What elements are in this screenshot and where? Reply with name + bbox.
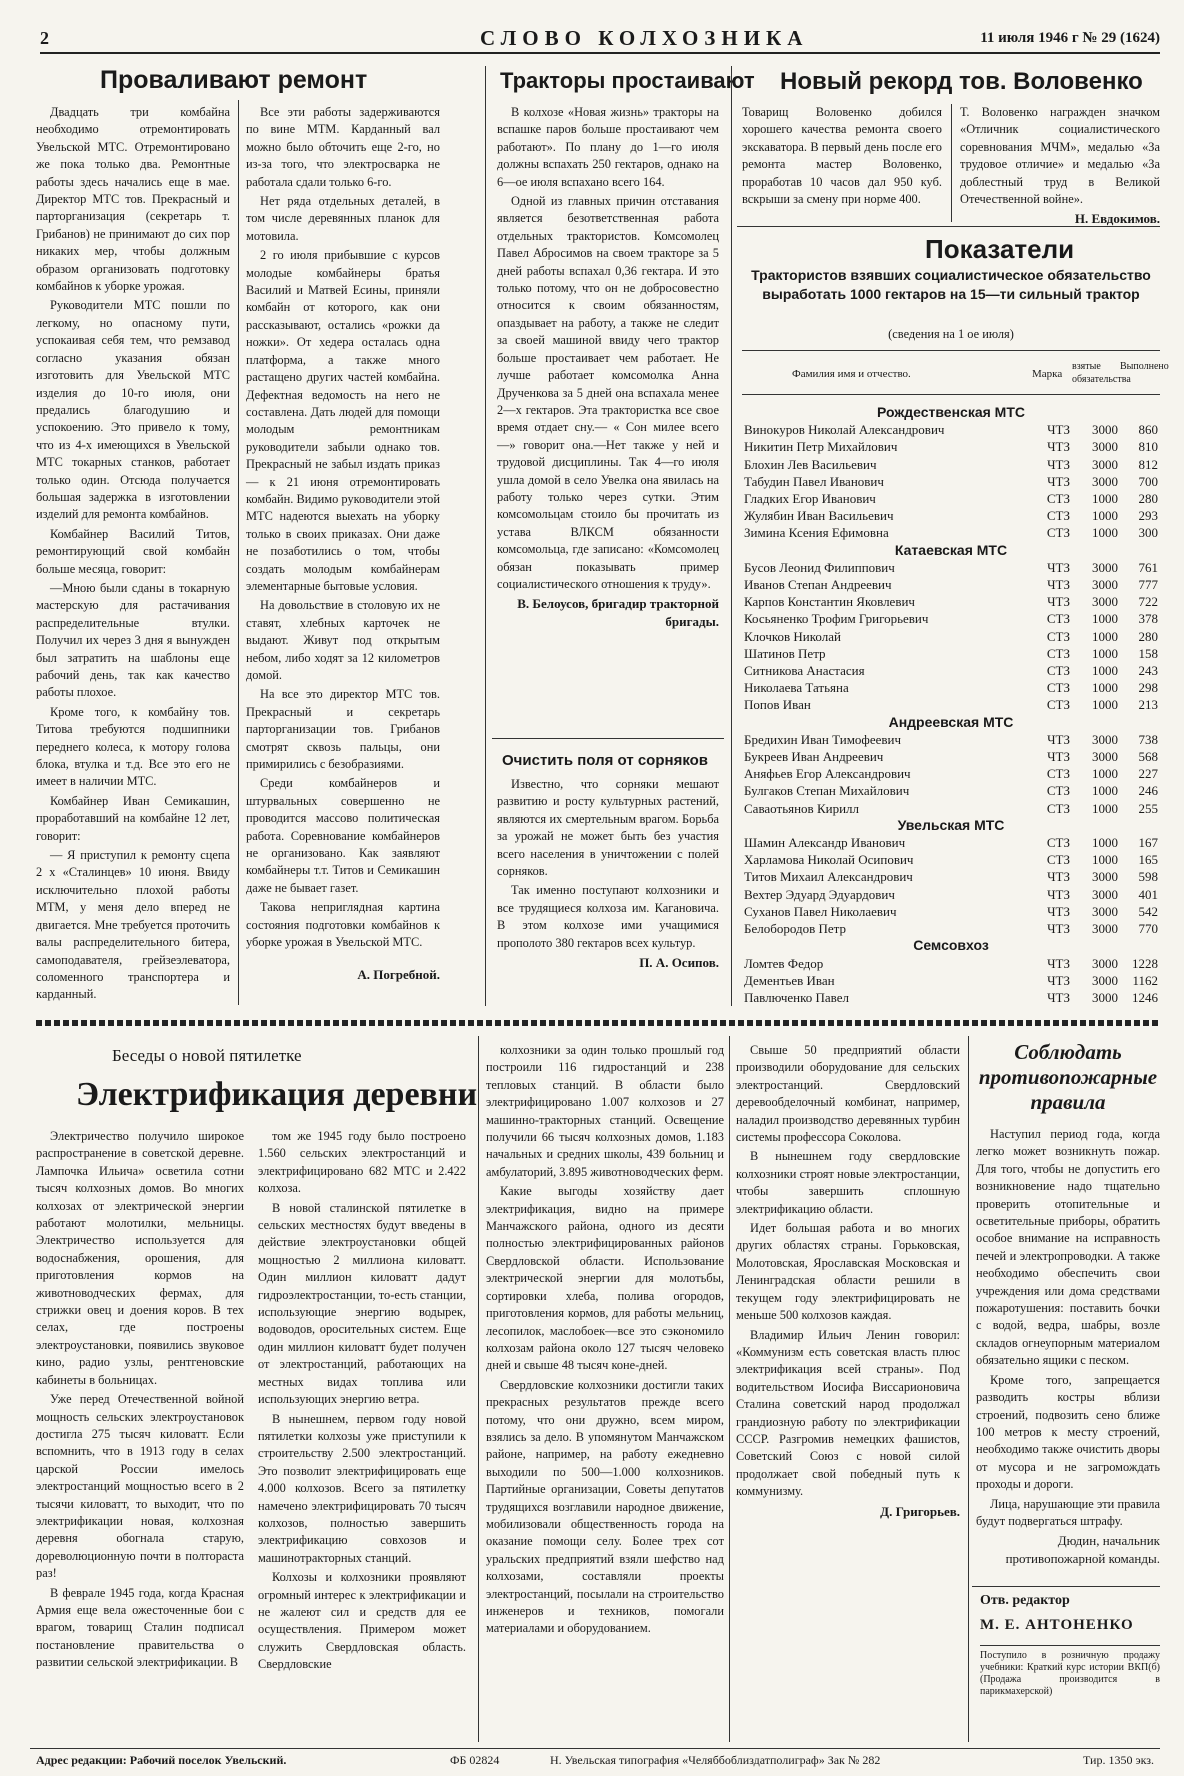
paragraph: Среди комбайнеров и штурвальных совершенно не проводится массово политическая работа. Соревнование комбайнеров не организовано. Как заявляют комбайнеры т.т. Титов и Семикашин даже не бывает газет. <box>246 776 440 895</box>
paragraph: Идет большая работа и во многих других областях страны. Горьковская, Молотовская, Ярославская Московская и Ленинградская области решили в текущем году электрифицировать не меньше 500 колхозов каждая. <box>736 1221 960 1323</box>
cell-name: Блохин Лев Васильевич <box>744 456 877 472</box>
cell-brand: ЧТЗ <box>1047 955 1070 971</box>
cell-done: 598 <box>1138 869 1158 885</box>
paragraph: В колхозе «Новая жизнь» тракторы на вспашке паров больше простаивают чем работают». По плану до 1—го июля должны вспахать 250 гектаров, однако на 6—ое июля вспахано всего 164. <box>497 105 719 189</box>
cell-done: 761 <box>1138 559 1158 575</box>
cell-done: 243 <box>1138 663 1158 679</box>
paragraph: колхозники за один только прошлый год построили 116 гидростанций и 238 тепловых станций. В области было электрифицировано 1.007 колхозов и 27 машинно-тракторных станций. Освещение получили 66 тысяч колхозных домов, 1.183 начальных и средних школы, 439 больниц и амбулаторий, 3.895 животноводческих ферм. <box>486 1043 724 1179</box>
cell-taken: 1000 <box>1092 491 1118 507</box>
cell-name: Иванов Степан Андреевич <box>744 577 892 593</box>
table-row <box>742 834 1160 851</box>
paragraph: —Мною были сданы в токарную мастерскую для растачивания распределительные втулки. Получил их через 3 дня я вынужден был затратить на шаблоны еще рабочий день, так как качество работы плохое. <box>36 580 230 700</box>
article-text: Товарищ Воловенко добился хорошего качества ремонта своего экскаватора. В первый день после его ремонта мастер Воловенко, проработав 10 часов дал 950 куб. вскрыши за смену при норме 400. <box>742 105 942 207</box>
paragraph: — Я приступил к ремонту сцепа 2 х «Сталинцев» 10 июня. Ввиду исключительно плохой работы МТМ, у меня дело вперед не двигается. Мне требуется проточить валы распределительного битера, самоподавателя, грейзеэлеватора, соломенного транспортера и карданный. <box>36 848 230 1002</box>
paragraph: Известно, что сорняки мешают развитию и росту культурных растений, являются их смертельным врагом. Борьба за урожай не может быть без участия всего населения в уничтожении с полей сорняков. <box>497 777 719 879</box>
cell-brand: ЧТЗ <box>1047 869 1070 885</box>
cell-taken: 3000 <box>1092 731 1118 747</box>
cell-brand: ЧТЗ <box>1047 989 1070 1005</box>
cell-taken: 3000 <box>1092 903 1118 919</box>
cell-done: 227 <box>1138 766 1158 782</box>
table-row <box>742 868 1160 885</box>
table-row <box>742 438 1160 455</box>
cell-taken: 1000 <box>1092 783 1118 799</box>
paragraph: Свыше 50 предприятий области производили оборудование для сельских электростанций. Свердловский деревообделочный комбинат, например, наладил производство деревянных турбин системы профессора Соколова. <box>736 1043 960 1145</box>
paragraph: Такова неприглядная картина состояния подготовки комбайнов к уборке урожая в Увельской МТС. <box>246 900 440 950</box>
cell-brand: СТЗ <box>1046 628 1070 644</box>
article-signature: Дюдин, начальник противопожарной команды. <box>1005 1533 1160 1566</box>
cell-name: Гладких Егор Иванович <box>744 491 876 507</box>
table-row <box>742 662 1160 679</box>
paragraph: Какие выгоды хозяйству дает электрификация, видно на примере Манчажского района, одного из десяти полностью электрифицированных районов Свердловской области. Использование электрической энергии для молотьбы, сортировки хлеба, полива огородов, приготовления кормов, для работы мельниц, лесопилок, маслобоек—все это сэкономило колхозам района около 127 тысяч человеко дней и свыше 48 тысяч коне-дней. <box>486 1184 724 1373</box>
table-row <box>742 645 1160 662</box>
cell-taken: 3000 <box>1092 559 1118 575</box>
cell-taken: 1000 <box>1092 680 1118 696</box>
cell-brand: СТЗ <box>1046 766 1070 782</box>
table-row <box>742 972 1160 989</box>
cell-taken: 3000 <box>1092 921 1118 937</box>
paragraph: Наступил период года, когда легко может возникнуть пожар. Для того, чтобы не допустить его возникновение надо тщательно проверить отопительные и осветительные приборы, обратить особое внимание на исправность печей и электропроводки. А также необходимо обеспечить свои учреждения или дома средствами пожаротушения: поставить бочки с водой, ведра, шабры, возле складов огнеупорным материалом обязательно ящики с песком. <box>976 1127 1160 1368</box>
article-column <box>497 776 719 1008</box>
table-row <box>742 955 1160 972</box>
article-text <box>36 1128 244 1672</box>
article-title: Новый рекорд тов. Воловенко <box>780 68 1143 95</box>
table-row <box>742 731 1160 748</box>
paragraph: Владимир Ильич Ленин говорил: «Коммунизм есть советская власть плюс электрификация всей страны». Под водительством Иосифа Виссарионовича Сталина советский народ продолжал грандиозную работу по электрификации СССР. Разгромив немецких фашистов, Советский Союз с новой силой продолжает свой победный путь к коммунизму. <box>736 1327 960 1499</box>
article-column <box>36 104 230 1002</box>
cell-taken: 1000 <box>1092 525 1118 541</box>
article-column <box>497 104 719 724</box>
table-row <box>742 920 1160 937</box>
cell-name: Харламова Николай Осипович <box>744 852 914 868</box>
table-row <box>742 628 1160 645</box>
footer-run: Тир. 1350 экз. <box>1082 1753 1154 1767</box>
table-row <box>742 593 1160 610</box>
cell-name: Булгаков Степан Михайлович <box>744 783 910 799</box>
cell-taken: 3000 <box>1092 989 1118 1005</box>
paragraph: Двадцать три комбайна необходимо отремонтировать Увельской МТС. Отремонтировано же пока только два. Ремонтные работы здесь начались еще в мае. Директор МТС тов. Прекрасный и парторганизация (секретарь т. Грибанов) не принимают до сих пор никаких мер, чтобы должным образом организовать подготовку комбайнов к уборке урожая. <box>36 105 230 294</box>
cell-brand: ЧТЗ <box>1047 473 1070 489</box>
cell-done: 246 <box>1138 783 1158 799</box>
paragraph: В нынешнем, первом году новой пятилетки колхозы уже приступили к строительству 2.500 электростанций. Это позволит электрифицировать еще 4.000 колхозов. Всего за пятилетку намечено электрифицировать 70 тысяч колхозов, полностью завершить электрификацию совхозов и машинотракторных станций. <box>258 1411 466 1565</box>
table-row <box>742 490 1160 507</box>
footer-address: Адрес редакции: Рабочий поселок Увельский. <box>36 1753 287 1767</box>
cell-taken: 1000 <box>1092 508 1118 524</box>
cell-brand: ЧТЗ <box>1047 577 1070 593</box>
cell-brand: СТЗ <box>1046 783 1070 799</box>
cell-brand: СТЗ <box>1046 697 1070 713</box>
group-name: Семсовхоз <box>913 937 989 954</box>
cell-done: 293 <box>1138 508 1158 524</box>
cell-brand: СТЗ <box>1046 852 1070 868</box>
paragraph: В феврале 1945 года, когда Красная Армия еще вела ожесточенные бои с врагом, товарищ Сталин подписал постановление правительства о развитии сельской электрификации. В <box>36 1585 244 1670</box>
footer-code: ФБ 02824 <box>450 1753 500 1767</box>
page-number: 2 <box>40 28 49 48</box>
article-title: Проваливают ремонт <box>100 66 368 94</box>
cell-name: Дементьев Иван <box>744 972 835 988</box>
article-signature: П. А. Осипов. <box>639 955 719 971</box>
article-text <box>258 1128 466 1674</box>
paragraph: Свердловские колхозники достигли таких прекрасных результатов прежде всего потому, что они дружно, всем миром, взялись за дело. В упомянутом Манчажском районе, например, на работу ежедневно выходили по 500—1.000 колхозников. Партийные организации, Советы депутатов трудящихся возглавили народное движение, мобилизовали общественность города на оказание помощи селу. Более трех сот уральских предприятий взяли шефство над колхозами, составляли проекты электростанций, посылали на строительство инженеров и техников, помогали материалами и оборудованием. <box>486 1377 724 1636</box>
table-row <box>742 507 1160 524</box>
cell-done: 213 <box>1138 697 1158 713</box>
col-name: Фамилия имя и отчество. <box>792 368 911 380</box>
cell-name: Табудин Павел Иванович <box>744 473 884 489</box>
cell-taken: 1000 <box>1092 835 1118 851</box>
cell-done: 401 <box>1138 886 1158 902</box>
editor-label: Отв. редактор <box>980 1593 1070 1608</box>
cell-taken: 3000 <box>1092 955 1118 971</box>
article-column <box>960 104 1160 227</box>
paragraph: Руководители МТС пошли по легкому, но опасному пути, успокаивая себя тем, что ремзавод согласно указания обязан изготовить для Увельской МТС изделия до 10-го июля, они предались благодушию и успокоению. Это привело к тому, что из 4-х имеющихся в Увельской МТС токарных станков, работает только один. Отсюда получается большая задержка в изготовлении изделий для ремонта комбайнов. <box>36 298 230 522</box>
cell-taken: 1000 <box>1092 800 1118 816</box>
table-row <box>742 456 1160 473</box>
cell-brand: ЧТЗ <box>1047 731 1070 747</box>
table-row <box>742 696 1160 713</box>
cell-brand: ЧТЗ <box>1047 749 1070 765</box>
paragraph: Комбайнер Иван Семикашин, проработавший на комбайне 12 лет, говорит: <box>36 793 230 843</box>
cell-done: 722 <box>1138 594 1158 610</box>
article-column <box>246 104 440 1004</box>
footer <box>30 1748 1160 1767</box>
paragraph: Колхозы и колхозники проявляют огромный интерес к электрификации и не жалеют сил и средств для ее осуществления. Примером может служить Свердловская область. Свердловские <box>258 1570 466 1672</box>
paragraph: Кроме того, запрещается разводить костры вблизи строений, подвозить сено ближе 100 метров к месту строений, необходимо также очистить дворы от мусора и не загромождать проходы и дороги. <box>976 1372 1160 1492</box>
cell-brand: СТЗ <box>1046 680 1070 696</box>
table-row <box>742 576 1160 593</box>
cell-taken: 3000 <box>1092 577 1118 593</box>
paragraph: Так именно поступают колхозники и все трудящиеся колхоза им. Кагановича. В этом колхозе ими учащимися прополото 380 гектаров всех культур. <box>497 883 719 950</box>
stats-table-grid <box>742 404 1160 1006</box>
cell-taken: 1000 <box>1092 697 1118 713</box>
paragraph: Одной из главных причин отставания является безответственная работа отдельных трактористов. Комсомолец Павел Абросимов на своем тракторе за 5 дней работы вспахал 0,36 гектара. И это только потому, что он не добросовестно относится к своим обязанностям, опаздывает на работу, а также не следит за своей машиной ввиду чего трактор больше простаивает чем работает. Не лучше работает комсомолка Анна Друченкова за 5 дней она вспахала менее 2—х гектаров. Эта трактористка все свое время отдает сну.— « Сон милее всего —» говорит она.—Нет также у ней и трудовой дисциплины. Так 4—го июля ушла домой в село Увелка она явилась на работу только через сутки. Этим комсомольцам стоило бы прочитать из устава ВЛКСМ обязанности комсомольца, где записано: «Комсомолец обязан показывать пример социалистического отношения к труду». <box>497 194 719 591</box>
table-row <box>742 610 1160 627</box>
cell-brand: СТЗ <box>1046 663 1070 679</box>
paragraph: В нынешнем году свердловские колхозники строят новые электростанции, чтобы завершить сплошную электрификацию области. <box>736 1149 960 1216</box>
cell-taken: 1000 <box>1092 663 1118 679</box>
cell-done: 1162 <box>1132 972 1158 988</box>
group-name: Андреевская МТС <box>888 713 1014 730</box>
col-done: Выполнено <box>1120 361 1169 372</box>
cell-taken: 3000 <box>1092 422 1118 438</box>
article-text: Т. Воловенко награжден значком «Отличник социалистического соревнования МЧМ», медалью «За трудовое отличие» и медалью «За доблестный труд в Великой Отечественной войне». <box>960 105 1160 207</box>
cell-name: Никитин Петр Михайлович <box>744 439 898 455</box>
group-name: Увельская МТС <box>897 816 1005 833</box>
cell-taken: 1000 <box>1092 852 1118 868</box>
cell-done: 298 <box>1138 680 1158 696</box>
article-text <box>36 104 230 1004</box>
table-row <box>742 679 1160 696</box>
cell-done: 777 <box>1138 577 1158 593</box>
cell-taken: 1000 <box>1092 628 1118 644</box>
cell-done: 542 <box>1138 903 1158 919</box>
cell-done: 770 <box>1138 921 1158 937</box>
table-row <box>742 748 1160 765</box>
cell-taken: 3000 <box>1092 749 1118 765</box>
paragraph: Электричество получило широкое распространение в советской деревне. Лампочка Ильича» осветила сотни тысяч колхозных домов. Во многих колхозах от электрической энергии работают молотилки, мельницы. Электричество используется для водоснабжения, орошения, для приготовления кормов на животноводческих фермах, для стрижки овец и доения коров. В тех селах, где построены электроустановки, появились звуковое кино, радио узлы, рентгеновские кабинеты в больницах. <box>36 1129 244 1387</box>
article-column <box>258 1128 466 1740</box>
paragraph: 2 го июля прибывшие с курсов молодые комбайнеры братья Василий и Матвей Есины, приняли комбайн от которого, как они рассказывают, остались «рожки да ножки». От хедера осталась одна платформа, а также много растащено других частей комбайна. Дефектная ведомость на него не составлена. Дать людей для помощи молодым ремонтникам руководители забыли однако тов. Прекрасный не забыл издать приказ — к 21 июня отремонтировать комбайн. Видимо руководители этой МТС надеются выехать на уборку только в своих приказах. Они даже не позаботились о том, чтобы создать молодым комбайнерам элементарные бытовые условия. <box>246 248 440 593</box>
article-signature: В. Белоусов, бригадир тракторной бригады. <box>517 596 719 629</box>
article-column <box>486 1042 724 1742</box>
table-row <box>742 782 1160 799</box>
article-column <box>976 1126 1160 1566</box>
cell-name: Николаева Татьяна <box>744 680 849 696</box>
table-row <box>742 524 1160 541</box>
cell-done: 812 <box>1138 456 1158 472</box>
table-group-header <box>742 404 1160 421</box>
cell-taken: 3000 <box>1092 473 1118 489</box>
article-signature: А. Погребной. <box>357 966 440 982</box>
cell-brand: ЧТЗ <box>1047 921 1070 937</box>
table-header <box>742 356 1169 392</box>
masthead <box>40 24 1160 54</box>
table-row <box>742 903 1160 920</box>
cell-name: Зимина Ксения Ефимовна <box>744 525 889 541</box>
cell-done: 700 <box>1138 473 1158 489</box>
table-row <box>742 421 1160 438</box>
table-group-header <box>742 937 1160 954</box>
cell-name: Аняфьев Егор Александрович <box>744 766 911 782</box>
cell-brand: ЧТЗ <box>1047 559 1070 575</box>
cell-brand: ЧТЗ <box>1047 594 1070 610</box>
cell-done: 280 <box>1138 628 1158 644</box>
cell-done: 165 <box>1138 852 1158 868</box>
article-column <box>36 1128 244 1740</box>
cell-name: Белобородов Петр <box>744 921 846 937</box>
paragraph: Все эти работы задерживаются по вине МТМ. Карданный вал можно было обточить еще 2-го, но из-за того, что электросварка не работала сдали только 6-го. <box>246 105 440 189</box>
article-title: Тракторы простаивают <box>500 68 755 93</box>
stats-table <box>742 404 1160 1010</box>
cell-name: Ситникова Анастасия <box>744 663 865 679</box>
paragraph: Лица, нарушающие эти правила будут подвергаться штрафу. <box>976 1496 1160 1528</box>
cell-taken: 3000 <box>1092 439 1118 455</box>
cell-brand: ЧТЗ <box>1047 886 1070 902</box>
cell-name: Косьяненко Трофим Григорьевич <box>744 611 929 627</box>
article-kicker: Беседы о новой пятилетке <box>112 1046 302 1065</box>
cell-brand: СТЗ <box>1046 525 1070 541</box>
cell-done: 1246 <box>1132 989 1158 1005</box>
paragraph: Уже перед Отечественной войной мощность сельских электроустановок достигла 275 тысяч киловатт. Если вспомнить, что в 1913 году в селах царской России имелось электростанций мощностью всего в 2 тысячи киловатт, то выходит, что по электрификации новая, колхозная деревня обогнала старую, дореволюционную почти в полтораста раз! <box>36 1392 244 1581</box>
article-text <box>497 104 719 593</box>
cell-name: Букреев Иван Андреевич <box>744 749 884 765</box>
cell-taken: 3000 <box>1092 869 1118 885</box>
cell-brand: ЧТЗ <box>1047 903 1070 919</box>
table-row <box>742 851 1160 868</box>
section-divider <box>36 1020 1160 1026</box>
cell-brand: СТЗ <box>1046 800 1070 816</box>
cell-done: 158 <box>1138 645 1158 661</box>
cell-done: 300 <box>1138 525 1158 541</box>
col-taken: взятые обязательства <box>1072 361 1131 385</box>
table-row <box>742 886 1160 903</box>
col-brand: Марка <box>1032 368 1063 380</box>
cell-brand: ЧТЗ <box>1047 456 1070 472</box>
cell-name: Суханов Павел Николаевич <box>744 903 897 919</box>
table-row <box>742 473 1160 490</box>
cell-taken: 3000 <box>1092 456 1118 472</box>
cell-done: 568 <box>1138 749 1158 765</box>
cell-taken: 3000 <box>1092 594 1118 610</box>
cell-name: Бредихин Иван Тимофеевич <box>744 731 902 747</box>
article-text <box>486 1042 724 1638</box>
cell-done: 255 <box>1138 800 1158 816</box>
cell-name: Ломтев Федор <box>744 955 824 971</box>
cell-name: Шамин Александр Иванович <box>744 835 906 851</box>
cell-brand: ЧТЗ <box>1047 439 1070 455</box>
paragraph: На довольствие в столовую их не ставят, хлебных карточек не выдают. Живут под открытым небом, либо ходят за 12 километров домой. <box>246 598 440 682</box>
footer-printer: Н. Увельская типография «Челяббоблиздатполиграф» Зак № 282 <box>550 1753 881 1767</box>
article-text <box>976 1126 1160 1530</box>
article-title: Очистить поля от сорняков <box>502 752 709 769</box>
article-column <box>736 1042 960 1742</box>
paragraph: Нет ряда отдельных деталей, в том числе деревянных планок для мотовила. <box>246 194 440 243</box>
issue-date: 11 июля 1946 г № 29 (1624) <box>980 30 1160 46</box>
cell-name: Павлюченко Павел <box>744 989 849 1005</box>
cell-name: Шатинов Петр <box>744 645 826 661</box>
cell-done: 378 <box>1138 611 1158 627</box>
cell-done: 860 <box>1138 422 1158 438</box>
cell-brand: ЧТЗ <box>1047 422 1070 438</box>
table-group-header <box>742 542 1160 559</box>
cell-done: 810 <box>1138 439 1158 455</box>
editor-name: М. Е. АНТОНЕНКО <box>980 1617 1134 1634</box>
cell-name: Титов Михаил Александрович <box>744 869 913 885</box>
paragraph: том же 1945 году было построено 1.560 сельских электростанций и электрифицировано 682 МТС и 2.422 колхоза. <box>258 1129 466 1196</box>
cell-done: 280 <box>1138 491 1158 507</box>
paragraph: В новой сталинской пятилетке в сельских местностях будут введены в действие электроустановки общей мощностью 2 миллиона киловатт. Один миллион киловатт дадут гидроэлектростанции, то-есть станции, использующие энергию водырек, водоводов, оросительных систем. Еще один миллион киловатт будет получен от электростанций, работающих на местных видах топлива или использующих энергию ветра. <box>258 1200 466 1407</box>
cell-name: Саваотьянов Кирилл <box>744 800 860 816</box>
cell-name: Клочков Николай <box>744 628 841 644</box>
article-signature: Д. Григорьев. <box>880 1503 960 1519</box>
table-row <box>742 559 1160 576</box>
paragraph: Комбайнер Василий Титов, ремонтирующий свой комбайн больше месяца, говорит: <box>36 526 230 576</box>
paragraph: Кроме того, к комбайну тов. Титова требуются подшипники переднего колеса, к мотору голова блока, втулка и т.д. Все это его не имеет в наличии МТС. <box>36 704 230 789</box>
cell-taken: 3000 <box>1092 972 1118 988</box>
article-title: Электрификация деревни <box>76 1076 478 1113</box>
table-subtitle <box>742 266 1160 326</box>
table-row <box>742 989 1160 1006</box>
cell-taken: 1000 <box>1092 611 1118 627</box>
cell-taken: 1000 <box>1092 645 1118 661</box>
cell-brand: СТЗ <box>1046 835 1070 851</box>
article-text <box>246 104 440 952</box>
cell-taken: 1000 <box>1092 766 1118 782</box>
article-title-text: Соблюдать противопожарные правила <box>978 1040 1158 1114</box>
article-text <box>497 776 719 952</box>
cell-brand: СТЗ <box>1046 491 1070 507</box>
cell-name: Винокуров Николай Александрович <box>744 422 945 438</box>
article-signature: Н. Евдокимов. <box>1074 211 1160 227</box>
cell-taken: 3000 <box>1092 886 1118 902</box>
cell-done: 167 <box>1138 835 1158 851</box>
cell-brand: СТЗ <box>1046 508 1070 524</box>
table-group-header <box>742 817 1160 834</box>
cell-brand: СТЗ <box>1046 611 1070 627</box>
table-group-header <box>742 714 1160 731</box>
cell-name: Бусов Леонид Филиппович <box>744 559 895 575</box>
table-row <box>742 800 1160 817</box>
article-text <box>736 1042 960 1501</box>
cell-brand: СТЗ <box>1046 645 1070 661</box>
article-column <box>742 104 942 224</box>
table-title: Показатели <box>925 234 1075 264</box>
group-name: Катаевская МТС <box>894 541 1008 558</box>
table-note: (сведения на 1 ое июля) <box>888 327 1014 341</box>
article-title <box>976 1040 1160 1115</box>
cell-name: Вехтер Эдуард Эдуардович <box>744 886 895 902</box>
cell-done: 1228 <box>1132 955 1158 971</box>
table-caption: Трактористов взявших социалистическое обязательство выработать 1000 гектаров на 15—ти сильный трактор <box>751 267 1151 302</box>
cell-done: 738 <box>1138 731 1158 747</box>
paragraph: На все это директор МТС тов. Прекрасный и секретарь парторганизации тов. Грибанов смотрят сквозь пальцы, они примирились с безобразиями. <box>246 687 440 772</box>
group-name: Рождественская МТС <box>876 404 1026 420</box>
newspaper-name: СЛОВО КОЛХОЗНИКА <box>480 26 809 50</box>
cell-name: Карпов Константин Яковлевич <box>744 594 915 610</box>
table-row <box>742 765 1160 782</box>
editor-block <box>980 1592 1160 1732</box>
cell-brand: ЧТЗ <box>1047 972 1070 988</box>
cell-name: Жулябин Иван Васильевич <box>744 508 894 524</box>
cell-name: Попов Иван <box>744 697 811 713</box>
notice: Поступило в розничную продажу учебники: Краткий курс истории ВКП(б) (Продажа производится в парикмахерской) <box>980 1645 1160 1698</box>
